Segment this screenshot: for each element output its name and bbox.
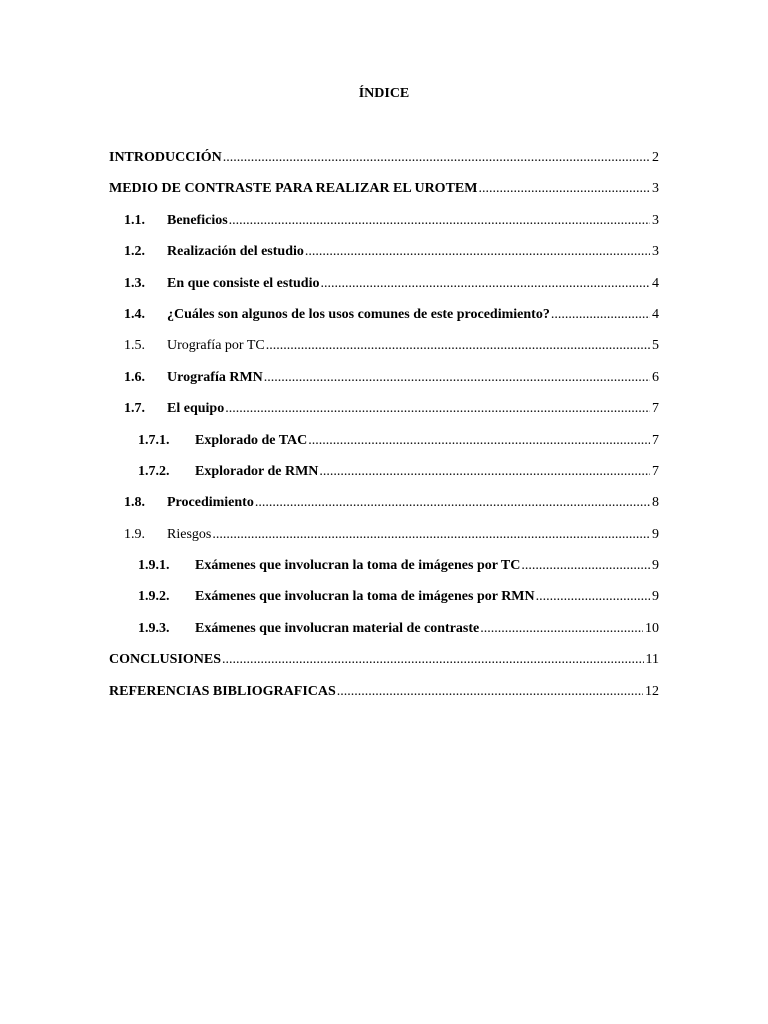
toc-entry-title: El equipo	[167, 401, 225, 417]
toc-leader-dots	[225, 400, 650, 418]
toc-leader-dots	[223, 149, 650, 167]
toc-entry-page: 8	[652, 495, 659, 511]
toc-entry-page: 10	[645, 620, 659, 636]
toc-entry-title: Explorador de RMN	[195, 463, 319, 479]
toc-entry-1-6[interactable]	[109, 369, 659, 400]
toc-entry-number: 1.9.2.	[138, 589, 170, 605]
toc-leader-dots	[255, 494, 650, 512]
toc-entry-number: 1.5.	[124, 338, 145, 354]
toc-entry-page: 9	[652, 558, 659, 574]
toc-entry-title: ¿Cuáles son algunos de los usos comunes de este procedimiento?	[167, 306, 550, 322]
toc-entry-title: Urografía por TC	[167, 338, 265, 354]
page-title: ÍNDICE	[358, 86, 410, 101]
toc-leader-dots	[319, 463, 650, 481]
toc-entry-number: 1.3.	[124, 275, 145, 291]
toc-leader-dots	[264, 369, 650, 387]
toc-entry-introduccion[interactable]	[109, 149, 659, 180]
toc-leader-dots	[480, 620, 643, 638]
toc-leader-dots	[320, 275, 650, 293]
toc-entry-title: MEDIO DE CONTRASTE PARA REALIZAR EL UROTEM	[109, 181, 478, 197]
toc-entry-page: 9	[652, 526, 659, 542]
toc-entry-number: 1.9.3.	[138, 620, 170, 636]
toc-entry-title: Exámenes que involucran la toma de imágenes por TC	[195, 558, 521, 574]
toc-entry-title: Urografía RMN	[167, 369, 263, 385]
toc-entry-page: 3	[652, 212, 659, 228]
toc-entry-title: Beneficios	[167, 212, 228, 228]
toc-entry-number: 1.7.2.	[138, 463, 170, 479]
toc-entry-page: 3	[652, 244, 659, 260]
toc-entry-page: 3	[652, 181, 659, 197]
toc-leader-dots	[222, 651, 643, 669]
toc-entry-title: REFERENCIAS BIBLIOGRAFICAS	[109, 683, 336, 699]
toc-entry-1-7-2[interactable]	[109, 463, 659, 494]
toc-leader-dots	[308, 432, 650, 450]
toc-entry-number: 1.9.1.	[138, 558, 170, 574]
toc-entry-title: Exámenes que involucran la toma de imágenes por RMN	[195, 589, 535, 605]
toc-entry-referencias[interactable]	[109, 683, 659, 714]
toc-entry-page: 2	[652, 150, 659, 165]
toc-entry-title: INTRODUCCIÓN	[109, 150, 222, 165]
toc-entry-number: 1.4.	[124, 306, 145, 322]
toc-leader-dots	[521, 557, 650, 575]
toc-leader-dots	[229, 212, 650, 230]
toc-entry-1-7-1[interactable]	[109, 432, 659, 463]
toc-entry-page: 4	[652, 275, 659, 291]
toc-entry-number: 1.6.	[124, 369, 145, 385]
toc-entry-page: 7	[652, 432, 659, 448]
toc-entry-page: 7	[652, 463, 659, 479]
toc-entry-number: 1.7.1.	[138, 432, 170, 448]
toc-entry-number: 1.9.	[124, 526, 145, 542]
toc-entry-page: 6	[652, 369, 659, 385]
toc-leader-dots	[305, 243, 650, 261]
toc-leader-dots	[478, 180, 650, 198]
toc-leader-dots	[536, 588, 650, 606]
toc-entry-number: 1.8.	[124, 495, 145, 511]
toc-entry-1-9-2[interactable]	[109, 588, 659, 619]
toc-entry-1-1[interactable]	[109, 212, 659, 243]
toc-entry-conclusiones[interactable]	[109, 651, 659, 682]
toc-entry-page: 12	[645, 683, 659, 699]
toc-leader-dots	[266, 337, 650, 355]
toc-entry-1-5[interactable]	[109, 337, 659, 368]
toc-leader-dots	[551, 306, 650, 324]
toc-entry-page: 5	[652, 338, 659, 354]
toc-entry-title: Procedimiento	[167, 495, 254, 511]
toc-entry-number: 1.7.	[124, 401, 145, 417]
toc-entry-page: 4	[652, 306, 659, 322]
toc-entry-title: Explorado de TAC	[195, 432, 308, 448]
toc-entry-number: 1.2.	[124, 244, 145, 260]
toc-entry-page: 9	[652, 589, 659, 605]
toc-entry-1-8[interactable]	[109, 494, 659, 525]
toc-entry-medio-de-contraste[interactable]	[109, 180, 659, 211]
toc-entry-title: En que consiste el estudio	[167, 275, 320, 291]
toc-entry-number: 1.1.	[124, 212, 145, 228]
toc-entry-1-3[interactable]	[109, 275, 659, 306]
toc-entry-1-2[interactable]	[109, 243, 659, 274]
toc-entry-title: Riesgos	[167, 526, 212, 542]
toc-entry-1-9-3[interactable]	[109, 620, 659, 651]
toc-entry-title: CONCLUSIONES	[109, 652, 222, 668]
toc-entry-page: 11	[645, 652, 659, 668]
toc-entry-title: Exámenes que involucran material de contraste	[195, 620, 480, 636]
toc-leader-dots	[337, 683, 643, 701]
table-of-contents	[109, 149, 659, 714]
toc-entry-page: 7	[652, 401, 659, 417]
toc-entry-1-4[interactable]	[109, 306, 659, 337]
toc-entry-1-9[interactable]	[109, 526, 659, 557]
toc-entry-1-7[interactable]	[109, 400, 659, 431]
toc-leader-dots	[212, 526, 650, 544]
toc-entry-1-9-1[interactable]	[109, 557, 659, 588]
toc-entry-title: Realización del estudio	[167, 244, 304, 260]
